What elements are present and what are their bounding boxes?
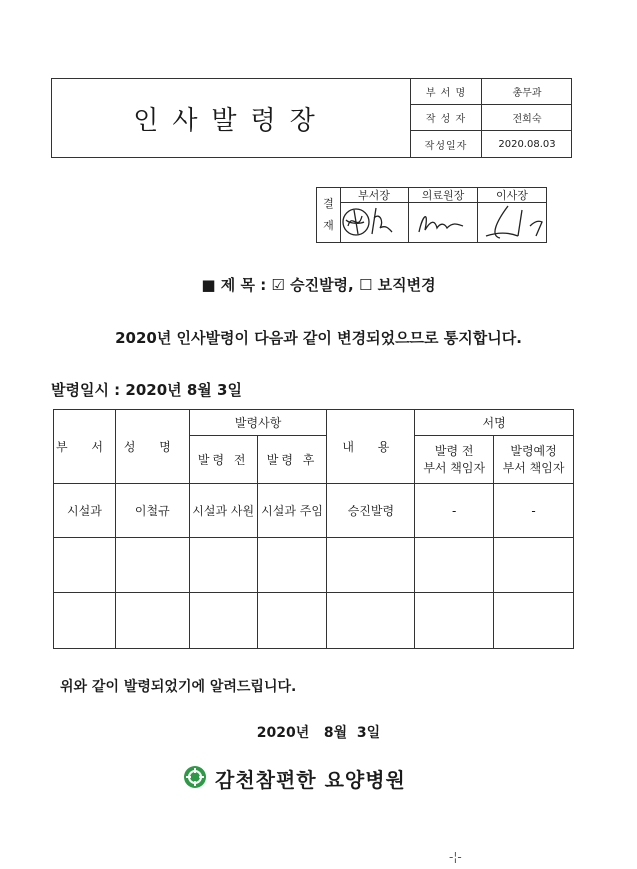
cell-sign-before bbox=[415, 593, 494, 649]
approval-col-dept-head bbox=[340, 188, 409, 242]
cell-sign-after bbox=[494, 593, 574, 649]
cell-after bbox=[257, 538, 327, 593]
cell-sign-after bbox=[494, 538, 574, 593]
cell-dept: 시설과 bbox=[54, 484, 116, 538]
approval-col-chairman bbox=[478, 188, 546, 242]
meta-value: 총무과 bbox=[512, 88, 542, 99]
meta-value: 2020.08.03 bbox=[498, 138, 556, 150]
cell-before: 시설과 사원 bbox=[189, 484, 257, 538]
cell-sign-after: - bbox=[494, 484, 574, 538]
meta-label: 작 성 자 bbox=[411, 105, 482, 130]
cell-content bbox=[327, 538, 415, 593]
meta-row-date bbox=[411, 131, 572, 157]
meta-label: 작성일자 bbox=[411, 131, 482, 157]
header-dept: 부 서 bbox=[54, 410, 116, 484]
meta-label: 부 서 명 bbox=[411, 79, 482, 104]
organization-name: 감천참편한 요양병원 bbox=[215, 768, 406, 792]
table-row bbox=[54, 593, 574, 649]
notice-text: 2020년 인사발령이 다음과 같이 변경되었으므로 통지합니다. bbox=[115, 329, 522, 347]
cell-content: 승진발령 bbox=[327, 484, 415, 538]
approval-box bbox=[316, 187, 547, 243]
table-row bbox=[54, 484, 574, 538]
meta-row-author bbox=[411, 105, 572, 131]
document-title: 인사발령장 bbox=[133, 105, 329, 136]
cell-sign-before bbox=[415, 538, 494, 593]
effective-date: 발령일시 : 2020년 8월 3일 bbox=[51, 381, 242, 399]
header-sign-after: 발령예정 부서 책임자 bbox=[494, 436, 574, 484]
approval-head: 부서장 bbox=[340, 188, 408, 203]
header-action: 발령사항 bbox=[189, 410, 327, 436]
table-row bbox=[54, 538, 574, 593]
signature-image bbox=[478, 202, 546, 242]
header-after: 발령 후 bbox=[257, 436, 327, 484]
meta-row-department bbox=[411, 79, 572, 105]
closing-text: 위와 같이 발령되었기에 알려드립니다. bbox=[60, 679, 297, 695]
cell-before bbox=[189, 538, 257, 593]
cell-sign-before: - bbox=[415, 484, 494, 538]
signature-image bbox=[340, 202, 408, 242]
organization-signature bbox=[183, 764, 406, 793]
cell-name: 이철규 bbox=[115, 484, 189, 538]
header-sign-before: 발령 전 부서 책임자 bbox=[415, 436, 494, 484]
header-name: 성 명 bbox=[115, 410, 189, 484]
registration-mark-icon: -¦- bbox=[449, 850, 462, 864]
approval-head: 의료원장 bbox=[409, 188, 477, 203]
approval-head: 이사장 bbox=[478, 188, 546, 203]
signature-image bbox=[409, 202, 477, 242]
approval-side-char: 결 bbox=[323, 197, 334, 210]
cell-name bbox=[115, 593, 189, 649]
personnel-table bbox=[53, 409, 574, 649]
cell-before bbox=[189, 593, 257, 649]
approval-col-director bbox=[409, 188, 478, 242]
cell-after: 시설과 주임 bbox=[257, 484, 327, 538]
cell-content bbox=[327, 593, 415, 649]
header-before: 발령 전 bbox=[189, 436, 257, 484]
hospital-logo-icon bbox=[183, 765, 207, 793]
cell-name bbox=[115, 538, 189, 593]
header-sign: 서명 bbox=[415, 410, 574, 436]
document-header bbox=[51, 78, 572, 158]
meta-value: 전희숙 bbox=[512, 114, 542, 125]
approval-side-char: 재 bbox=[323, 219, 334, 232]
header-content: 내 용 bbox=[327, 410, 415, 484]
cell-after bbox=[257, 593, 327, 649]
approval-side-label bbox=[317, 188, 341, 242]
subject-line: ■ 제 목 : ☑ 승진발령, ☐ 보직변경 bbox=[201, 276, 436, 294]
document-meta bbox=[410, 79, 572, 157]
cell-dept bbox=[54, 538, 116, 593]
cell-dept bbox=[54, 593, 116, 649]
issue-date: 2020년 8월 3일 bbox=[256, 725, 381, 741]
